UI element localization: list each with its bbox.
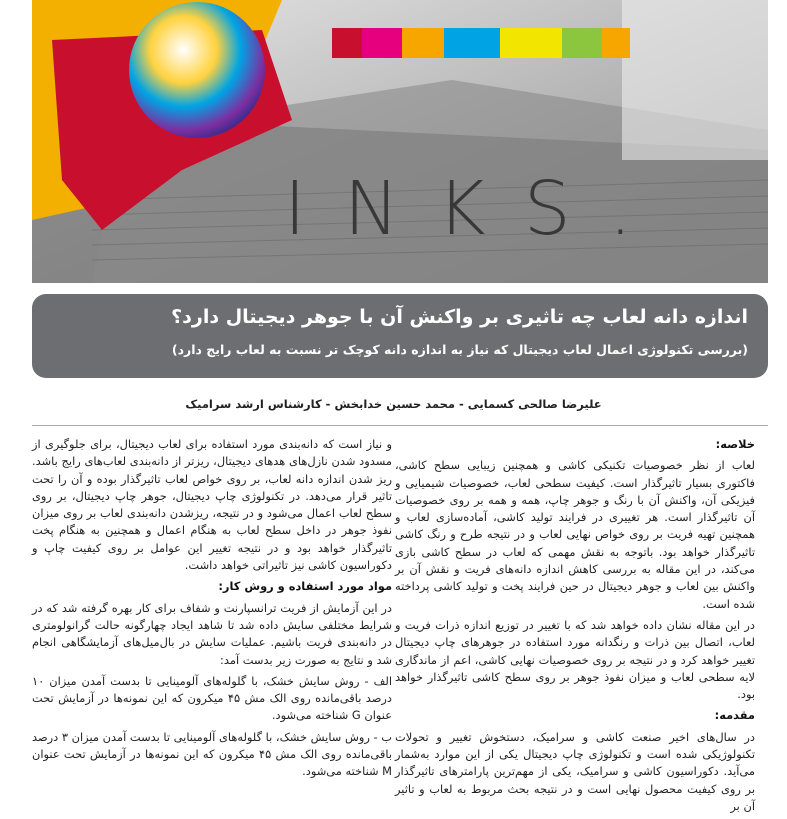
article-title: اندازه دانه لعاب چه تاثیری بر واکنش آن با جوهر دیجیتال دارد؟	[171, 306, 748, 328]
intro-paragraph: در سال‌های اخیر صنعت کاشی و سرامیک، دستخوش تغییر و تحولات تکنولوژیکی شده است و تکنولوژی چاپ دیجیتال یکی از این موارد به‌شمار می‌آید. دکوراسیون کاشی و سرامیک، یکی از مهم‌ترین پارامترهای تاثیرگذار بر روی کیفیت محصول نهایی است و در نتیجه بحث مربوط به لعاب و تاثیر آن بر	[395, 729, 755, 813]
right-column	[395, 436, 755, 819]
hero-image	[32, 0, 768, 283]
abstract-paragraph: در این مقاله نشان داده خواهد شد که با تغییر در توزیع اندازه ذرات فریت و لعاب، اتصال بین ذرات و رنگدانه مورد استفاده در جوهرهای چاپ دیجیتال تغییر خواهد کرد و در نتیجه بر روی خصوصیات نهایی کاشی، اعم از ماندگاری لایه سطحی لعاب و میزان نفوذ جوهر بر روی سطح کاشی تاثیرگذار خواهد بود.	[395, 617, 755, 702]
abstract-heading: خلاصه:	[715, 437, 755, 451]
method-item: ب - روش سایش خشک، با گلوله‌های آلومینایی تا بدست آمدن میزان ۳ درصد باقی‌مانده روی الک مش ۴۵ میکرون که این نمونه‌ها در آزمایش تحت عنوان M شناخته می‌شود.	[32, 729, 393, 779]
title-box	[32, 294, 768, 378]
methods-heading: مواد مورد استفاده و روش کار:	[218, 579, 392, 594]
article-subtitle: (بررسی تکنولوژی اعمال لعاب دیجیتال که نیاز به اندازه دانه کوچک تر نسبت به لعاب رایج دارد)	[171, 342, 748, 357]
intro-heading: مقدمه:	[714, 708, 755, 723]
hero-inks-text: INKS.	[284, 166, 671, 252]
abstract-paragraph: لعاب از نظر خصوصیات تکنیکی کاشی و همچنین زیبایی سطح کاشی، فاکتوری بسیار تاثیرگذار است. کیفیت سطحی لعاب، خصوصیات شیمیایی و فیزیکی آن، واکنش آن با رنگ و جوهر چاپ، همه و همه بر روی خصوصیات آن تاثیرگذار است. هر تغییری در فرایند تولید کاشی، آماده‌سازی لعاب و همچنین تهیه فریت بر روی خواص نهایی لعاب و در نتیجه طرح و رنگ کاشی تاثیرگذار خواهد بود. باتوجه به نقش مهمی که لعاب در سطح کاشی بازی می‌کند، در این مقاله به بررسی کاهش اندازه دانه‌های فریت و نقش آن بر واکنش بین لعاب و جوهر دیجیتال در حین فرایند پخت و تولید کاشی پرداخته شده است.	[395, 458, 755, 611]
authors-line: علیرضا صالحی کسمایی - محمد حسین خدابخش - کارشناس ارشد سرامیک	[185, 397, 602, 411]
left-column	[32, 436, 392, 785]
divider	[32, 425, 768, 426]
methods-paragraph: در این آزمایش از فریت ترانسپارنت و شفاف برای کار بهره گرفته شد که در شرایط مختلفی سایش داده شد تا شاهد ایجاد چهارگونه حالت گرانولومتری در دانه‌بندی فریت باشیم. عملیات سایش در بال‌میل‌های آزمایشگاهی انجام شد و نتایج به صورت زیر بدست آمد:	[32, 600, 392, 667]
method-item: الف - روش سایش خشک، با گلوله‌های آلومینایی تا بدست آمدن میزان ۱۰ درصد باقی‌مانده روی الک مش ۴۵ میکرون که این نمونه‌ها در آزمایش تحت عنوان G شناخته می‌شود.	[32, 673, 393, 723]
intro-paragraph: و نیاز است که دانه‌بندی مورد استفاده برای لعاب دیجیتال، برای جلوگیری از مسدود شدن نازل‌های هدهای دیجیتال، ریزتر از دانه‌بندی لعاب‌های رایج باشد. ریز شدن اندازه دانه لعاب، بر روی خواص لعاب تاثیرگذار بوده و آن را تحت تاثیر قرار می‌دهد. در تکنولوژی چاپ دیجیتال، جوهر چاپ دیجیتال، بر روی سطح لعاب اعمال می‌شود و در نتیجه، ریزشدن دانه‌بندی لعاب بر روی میزان نفوذ جوهر در داخل سطح لعاب به هنگام اعمال و همچنین به هنگام پخت تاثیرگذار خواهد بود و در نتیجه تغییر این عوامل بر روی کیفیت چاپ و دکوراسیون کاشی نیز تاثیراتی خواهد داشت.	[32, 437, 392, 573]
